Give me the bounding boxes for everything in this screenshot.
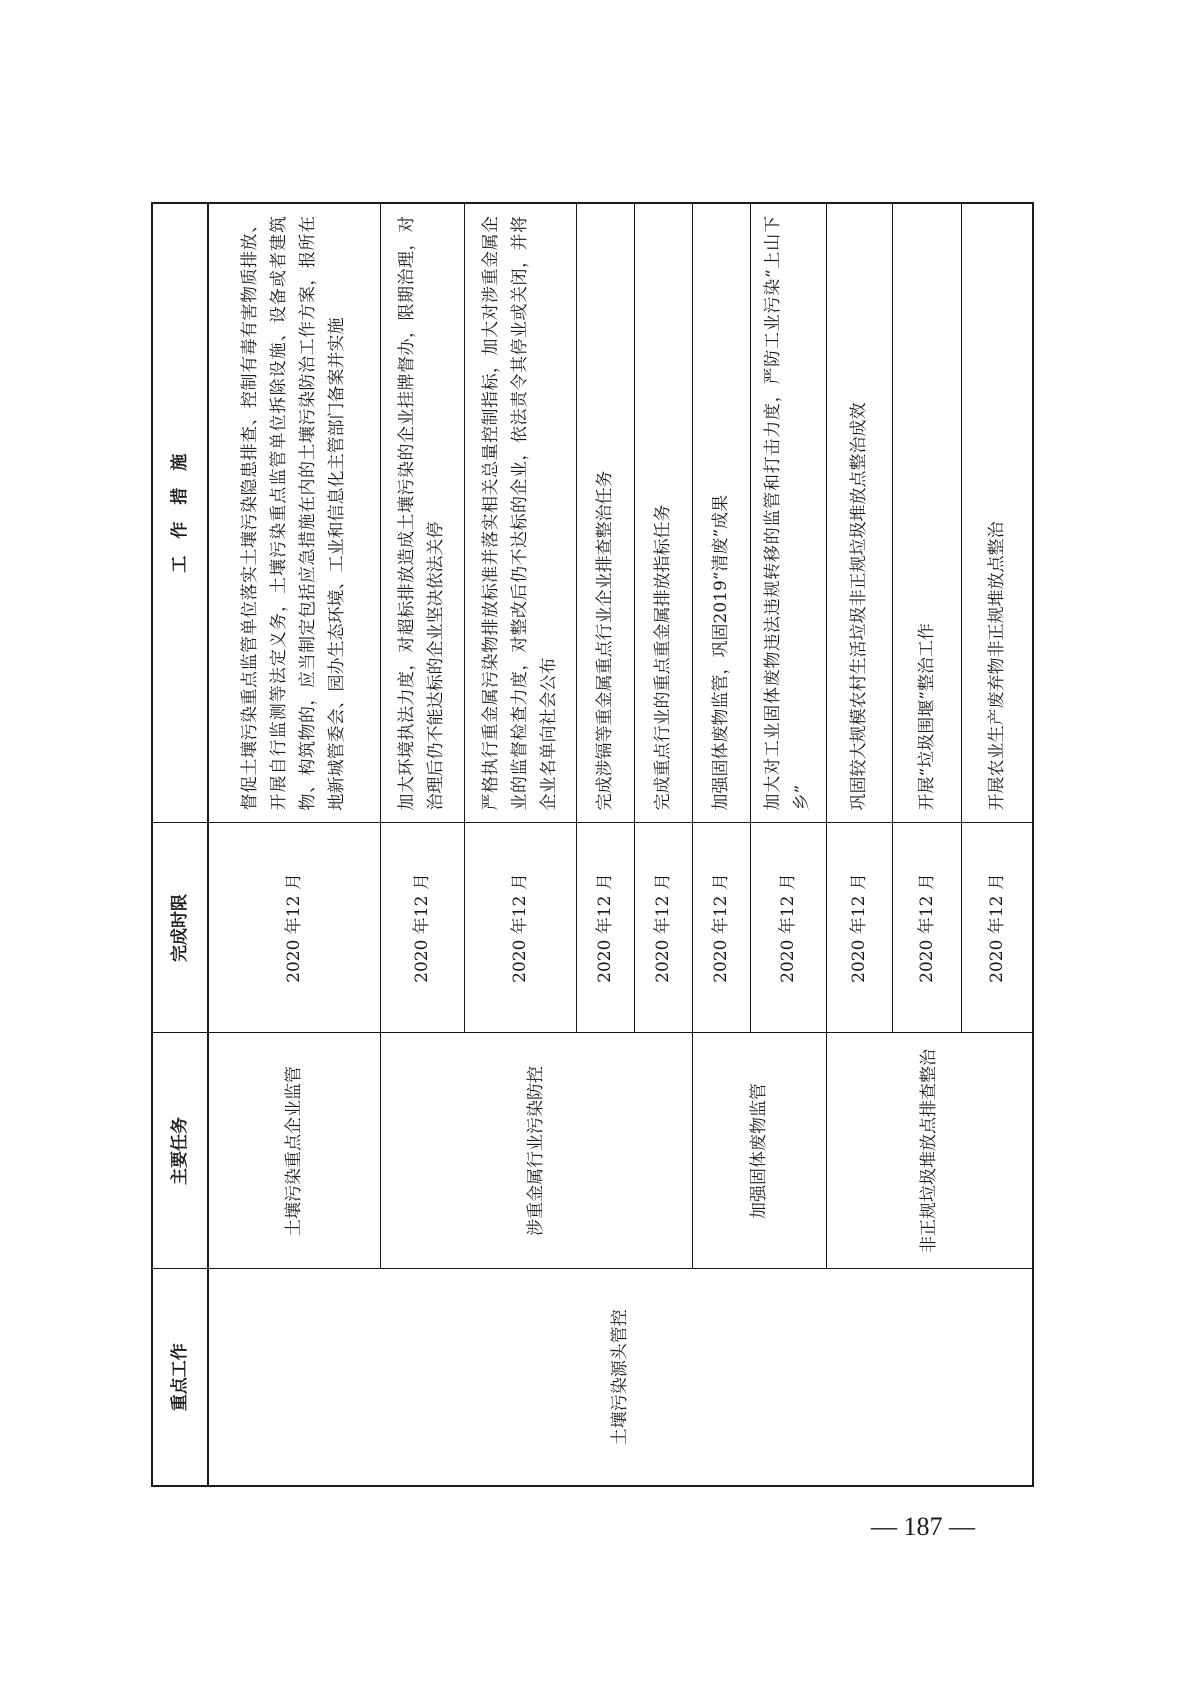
- deadline-cell: 2020 年12 月: [208, 823, 380, 1033]
- header-deadline: 完成时限: [152, 823, 208, 1033]
- measure-cell: 巩固较大规模农村生活垃圾非正规垃圾堆放点整治成效: [826, 203, 893, 823]
- deadline-cell: 2020 年12 月: [380, 823, 464, 1033]
- header-measures: 工 作 措 施: [152, 203, 208, 823]
- deadline-cell: 2020 年12 月: [634, 823, 692, 1033]
- main-task-cell: 土壤污染重点企业监管: [208, 1033, 380, 1269]
- rotated-table-container: [151, 204, 1034, 1487]
- main-task-cell: 加强固体废物监管: [693, 1033, 827, 1269]
- measure-cell: 加强固体废物监管，巩固2019“清废”成果: [693, 203, 751, 823]
- deadline-cell: 2020 年12 月: [962, 823, 1033, 1033]
- measure-cell: 督促土壤污染重点监管单位落实土壤污染隐患排查、控制有毒有害物质排放、开展自行监测等法定义务，土壤污染重点监管单位拆除设施、设备或者建筑物、构筑物的，应当制定包括应急措施在内的土壤污染防治工作方案，报所在地新城管委会、园办生态环境、工业和信息化主管部门备案并实施: [208, 203, 380, 823]
- page-number: — 187 —: [871, 1512, 975, 1541]
- measure-cell: 加大环境执法力度，对超标排放造成土壤污染的企业挂牌督办，限期治理，对治理后仍不能达标的企业坚决依法关停: [380, 203, 464, 823]
- key-work-cell: 土壤污染源头管控: [208, 1269, 1033, 1486]
- main-task-cell: 涉重金属行业污染防控: [380, 1033, 692, 1269]
- header-main-task: 主要任务: [152, 1033, 208, 1269]
- header-key-work: 重点工作: [152, 1269, 208, 1486]
- measure-cell: 加大对工业固体废物违法违规转移的监管和打击力度，严防工业污染“上山下乡”: [751, 203, 826, 823]
- deadline-cell: 2020 年12 月: [893, 823, 962, 1033]
- main-task-cell: 非正规垃圾堆放点排查整治: [826, 1033, 1033, 1269]
- measure-cell: 完成涉镉等重金属重点行业企业排查整治任务: [576, 203, 634, 823]
- deadline-cell: 2020 年12 月: [751, 823, 826, 1033]
- measure-cell: 严格执行重金属污染物排放标准并落实相关总量控制指标，加大对涉重金属企业的监督检查力度，对整改后仍不达标的企业，依法责令其停业或关闭，并将企业名单向社会公布: [464, 203, 576, 823]
- measure-cell: 开展农业生产废弃物非正规堆放点整治: [962, 203, 1033, 823]
- measure-cell: 完成重点行业的重点重金属排放指标任务: [634, 203, 692, 823]
- table-header-row: [152, 203, 208, 1486]
- deadline-cell: 2020 年12 月: [693, 823, 751, 1033]
- deadline-cell: 2020 年12 月: [464, 823, 576, 1033]
- deadline-cell: 2020 年12 月: [576, 823, 634, 1033]
- deadline-cell: 2020 年12 月: [826, 823, 893, 1033]
- measure-cell: 开展“垃圾围堰”整治工作: [893, 203, 962, 823]
- key-work-table: [151, 202, 1034, 1487]
- table-row: [208, 203, 380, 1486]
